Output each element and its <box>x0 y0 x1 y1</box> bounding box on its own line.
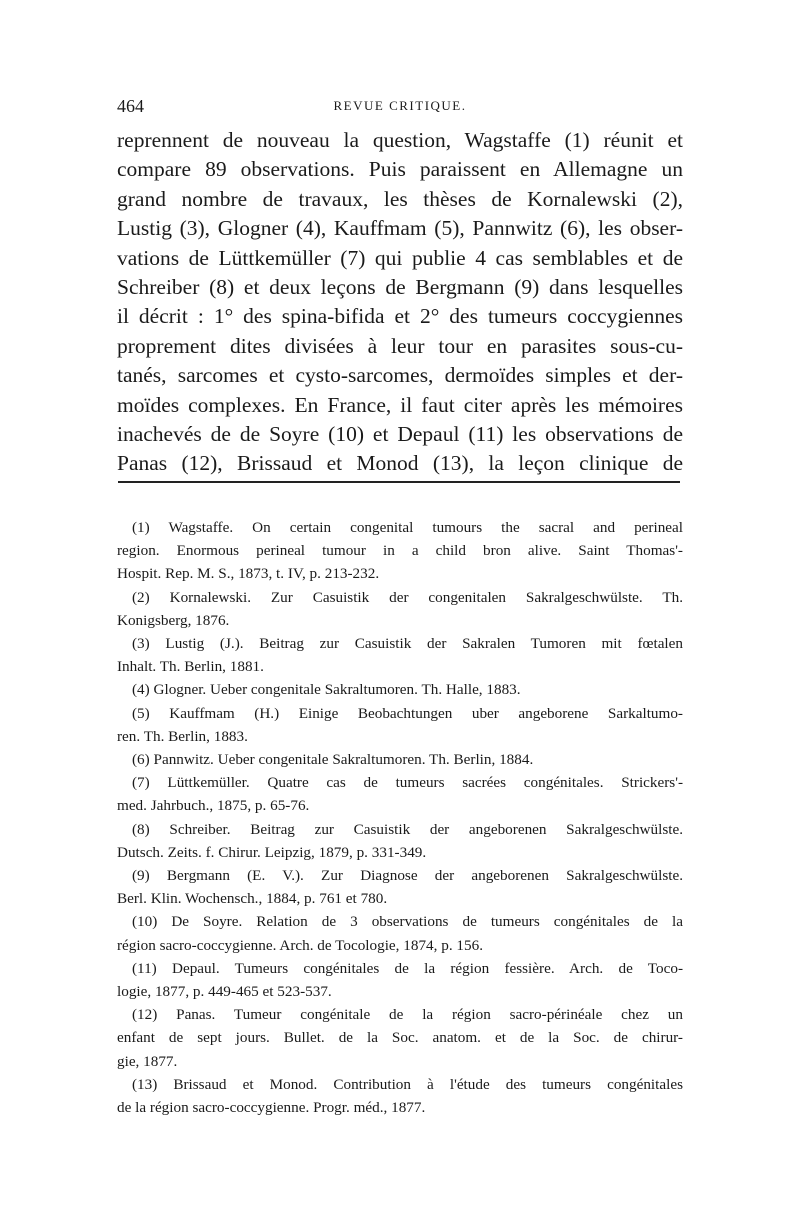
footnote-13 <box>117 1073 683 1119</box>
footnote-line: (7) Lüttkemüller. Quatre cas de tumeurs sacrées congénitales. Strickers'- <box>132 774 683 792</box>
footnote-line: enfant de sept jours. Bullet. de la Soc. anatom. et de la Soc. de chirur- <box>117 1029 683 1047</box>
running-head <box>117 96 683 120</box>
footnote-line: (10) De Soyre. Relation de 3 observations de tumeurs congénitales de la <box>132 913 683 931</box>
footnote-line: (8) Schreiber. Beitrag zur Casuistik der angeborenen Sakralgeschwülste. <box>132 820 683 838</box>
footnote-12 <box>117 1003 683 1073</box>
footnote-line: (2) Kornalewski. Zur Casuistik der congenitalen Sakralgeschwülste. Th. <box>132 588 683 606</box>
footnote-1 <box>117 516 683 586</box>
footnote-line: region. Enormous perineal tumour in a child bron alive. Saint Thomas'- <box>117 542 683 560</box>
body-line: inachevés de de Soyre (10) et Depaul (11) les observations de <box>117 422 683 447</box>
footnote-5 <box>117 702 683 748</box>
footnote-4 <box>117 678 683 701</box>
footnote-line: ren. Th. Berlin, 1883. <box>117 727 248 745</box>
footnote-line: Hospit. Rep. M. S., 1873, t. IV, p. 213-232. <box>117 565 380 583</box>
footnote-separator-rule <box>118 481 680 483</box>
body-line: il décrit : 1° des spina-bifida et 2° des tumeurs coccygiennes <box>117 304 683 329</box>
footnote-line: (4) Glogner. Ueber congenitale Sakraltumoren. Th. Halle, 1883. <box>132 681 521 699</box>
page-number: 464 <box>117 96 144 116</box>
footnote-line: (12) Panas. Tumeur congénitale de la région sacro-périnéale chez un <box>132 1006 683 1024</box>
footnote-line: med. Jahrbuch., 1875, p. 65-76. <box>117 797 310 815</box>
body-line: grand nombre de travaux, les thèses de Kornalewski (2), <box>117 186 683 211</box>
footnote-line: (11) Depaul. Tumeurs congénitales de la région fessière. Arch. de Toco- <box>132 959 683 977</box>
footnote-line: (6) Pannwitz. Ueber congenitale Sakraltumoren. Th. Berlin, 1884. <box>132 751 534 769</box>
footnote-8 <box>117 818 683 864</box>
footnote-line: de la région sacro-coccygienne. Progr. méd., 1877. <box>117 1099 426 1117</box>
footnote-line: (13) Brissaud et Monod. Contribution à l'étude des tumeurs congénitales <box>132 1075 683 1093</box>
body-line: Lustig (3), Glogner (4), Kauffmam (5), Pannwitz (6), les obser- <box>117 216 683 241</box>
footnote-line: Konigsberg, 1876. <box>117 611 230 629</box>
footnote-3 <box>117 632 683 678</box>
body-paragraph <box>117 126 683 479</box>
body-line: proprement dites divisées à leur tour en parasites sous-cu- <box>117 333 683 358</box>
running-title: REVUE CRITIQUE. <box>333 98 467 113</box>
footnote-11 <box>117 957 683 1003</box>
body-line: Panas (12), Brissaud et Monod (13), la leçon clinique de <box>117 451 683 476</box>
body-line: tanés, sarcomes et cysto-sarcomes, dermoïdes simples et der- <box>117 363 683 388</box>
footnote-line: (3) Lustig (J.). Beitrag zur Casuistik der Sakralen Tumoren mit fœtalen <box>132 635 683 653</box>
body-line: reprennent de nouveau la question, Wagstaffe (1) réunit et <box>117 128 683 152</box>
footnote-6 <box>117 748 683 771</box>
footnote-line: (9) Bergmann (E. V.). Zur Diagnose der angeborenen Sakralgeschwülste. <box>132 867 683 885</box>
footnote-7 <box>117 771 683 817</box>
footnote-2 <box>117 586 683 632</box>
body-line: moïdes complexes. En France, il faut citer après les mémoires <box>117 392 683 417</box>
footnote-line: (5) Kauffmam (H.) Einige Beobachtungen uber angeborene Sarkaltumo- <box>132 704 683 722</box>
footnote-line: logie, 1877, p. 449-465 et 523-537. <box>117 983 332 1001</box>
footnote-9 <box>117 864 683 910</box>
body-line: compare 89 observations. Puis paraissent en Allemagne un <box>117 157 683 182</box>
body-line: Schreiber (8) et deux leçons de Bergmann (9) dans lesquelles <box>117 275 683 300</box>
footnotes <box>117 516 683 1119</box>
footnote-10 <box>117 910 683 956</box>
footnote-line: Dutsch. Zeits. f. Chirur. Leipzig, 1879, p. 331-349. <box>117 843 427 861</box>
footnote-line: région sacro-coccygienne. Arch. de Tocologie, 1874, p. 156. <box>117 936 483 954</box>
footnote-line: gie, 1877. <box>117 1052 178 1070</box>
footnote-line: Inhalt. Th. Berlin, 1881. <box>117 658 264 676</box>
footnote-line: (1) Wagstaffe. On certain congenital tumours the sacral and perineal <box>132 519 683 536</box>
footnote-line: Berl. Klin. Wochensch., 1884, p. 761 et 780. <box>117 890 388 908</box>
body-line: vations de Lüttkemüller (7) qui publie 4 cas semblables et de <box>117 245 683 270</box>
